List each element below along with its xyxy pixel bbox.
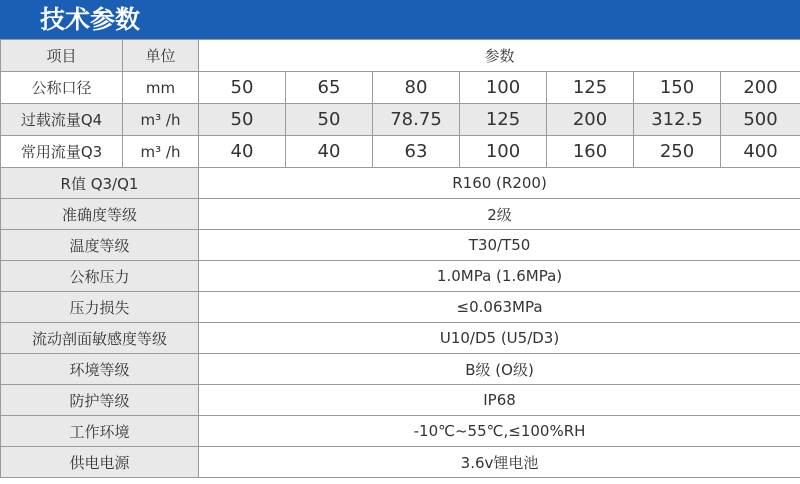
row-label: 公称口径 [1,72,123,104]
table-row [1,447,800,478]
row-value: 63 [373,136,460,168]
spec-value: R160 (R200) [199,168,800,199]
spec-value: T30/T50 [199,230,800,261]
spec-label: 环境等级 [1,354,199,385]
row-value: 40 [199,136,286,168]
row-value: 125 [547,72,634,104]
row-value: 200 [721,72,800,104]
spec-value: 1.0MPa (1.6MPa) [199,261,800,292]
row-value: 50 [286,104,373,136]
row-value: 400 [721,136,800,168]
table-row [1,385,800,416]
row-value: 200 [547,104,634,136]
row-value: 312.5 [634,104,721,136]
row-value: 65 [286,72,373,104]
spec-label: 流动剖面敏感度等级 [1,323,199,354]
row-value: 150 [634,72,721,104]
header-item: 项目 [1,40,123,72]
header-params: 参数 [199,40,800,72]
spec-table [0,39,800,478]
row-value: 250 [634,136,721,168]
spec-label: R值 Q3/Q1 [1,168,199,199]
row-unit: m³ /h [123,104,199,136]
row-value: 78.75 [373,104,460,136]
table-row [1,354,800,385]
spec-value: 3.6v锂电池 [199,447,800,478]
spec-value: ≤0.063MPa [199,292,800,323]
row-label: 常用流量Q3 [1,136,123,168]
row-label: 过载流量Q4 [1,104,123,136]
spec-label: 温度等级 [1,230,199,261]
row-value: 125 [460,104,547,136]
table-row [1,136,800,168]
table-row [1,261,800,292]
spec-value: B级 (O级) [199,354,800,385]
header-unit: 单位 [123,40,199,72]
spec-label: 公称压力 [1,261,199,292]
table-row [1,292,800,323]
row-unit: m³ /h [123,136,199,168]
row-value: 100 [460,136,547,168]
table-row [1,168,800,199]
spec-value: IP68 [199,385,800,416]
spec-value: 2级 [199,199,800,230]
table-header-row [1,40,800,72]
spec-value: -10℃~55℃,≤100%RH [199,416,800,447]
spec-value: U10/D5 (U5/D3) [199,323,800,354]
table-row [1,104,800,136]
row-value: 40 [286,136,373,168]
page-title: 技术参数 [0,0,800,39]
spec-label: 准确度等级 [1,199,199,230]
row-value: 50 [199,104,286,136]
table-row [1,416,800,447]
spec-label: 工作环境 [1,416,199,447]
table-row [1,230,800,261]
table-row [1,72,800,104]
spec-label: 供电电源 [1,447,199,478]
row-value: 80 [373,72,460,104]
spec-label: 防护等级 [1,385,199,416]
row-value: 100 [460,72,547,104]
row-unit: mm [123,72,199,104]
row-value: 50 [199,72,286,104]
spec-label: 压力损失 [1,292,199,323]
table-row [1,323,800,354]
table-row [1,199,800,230]
row-value: 160 [547,136,634,168]
row-value: 500 [721,104,800,136]
